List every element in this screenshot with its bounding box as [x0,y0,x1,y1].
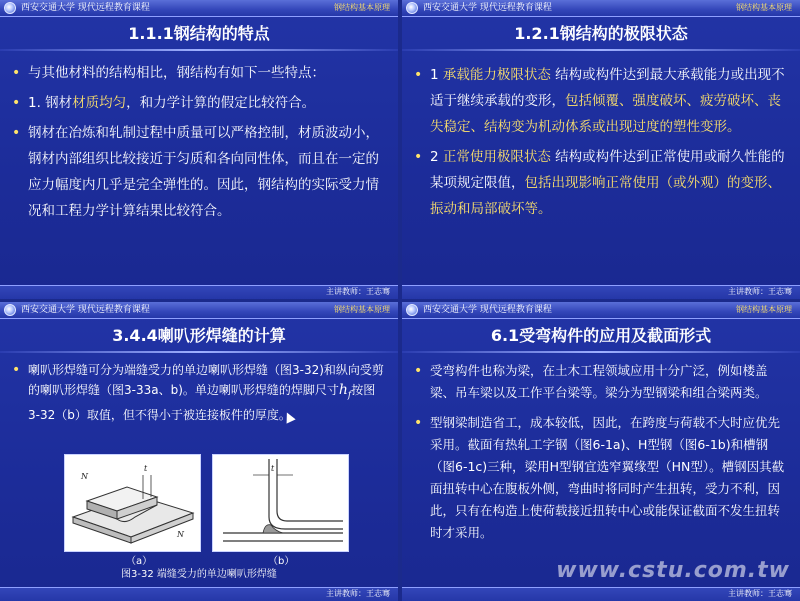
bullet-prefix: 1. 钢材 [28,95,73,111]
slide-header-bar [402,0,800,17]
bullet-text: 与其他材料的结构相比，钢结构有如下一些特点： [28,65,325,81]
bullet-item [414,62,788,140]
school-name: 西安交通大学 现代远程教育课程 [423,305,552,315]
bullet-number: 1 [430,67,443,83]
course-name: 钢结构基本原理 [334,3,390,12]
force-label-n: N [177,530,184,539]
school-name: 西安交通大学 现代远程教育课程 [21,3,150,13]
slide-title: 1.1.1钢结构的特点 [128,24,270,43]
bullet-highlight: 材质均匀 [72,95,127,111]
course-name: 钢结构基本原理 [736,305,792,314]
bullet-suffix: ，和力学计算的假定比较符合。 [126,95,316,111]
bullet-icon: • [12,125,21,141]
school-name: 西安交通大学 现代远程教育课程 [423,3,552,13]
slide-1-panel [0,0,398,299]
bullet-term: 承载能力极限状态 [442,67,551,83]
bullet-desc: 结构或构件达到正常使用或耐久性能的某项规定限值， [430,149,785,191]
slide-header-bar [0,0,398,17]
university-logo-icon [4,2,16,14]
slide-body [12,60,386,228]
teacher-name: 主讲教师：王志骞 [728,287,792,296]
slide-2-panel [402,0,800,299]
bullet-icon: • [12,65,21,81]
bullet-icon: • [414,149,423,165]
slide-body [414,360,788,548]
title-divider [0,49,398,51]
bullet-item [414,144,788,222]
bullet-icon: • [414,415,423,431]
bullet-icon: • [414,363,423,379]
slide-title: 1.2.1钢结构的极限状态 [514,24,688,43]
slide-3-panel [0,302,398,601]
figure-b [212,454,349,552]
slide-footer-bar [0,285,398,299]
weld-diagram-b-icon [213,455,348,551]
bullet-text: 受弯构件也称为梁，在土木工程领域应用十分广泛，例如楼盖梁、吊车梁以及工作平台梁等。梁分为型钢梁和组合梁两类。 [430,363,768,400]
slide-footer-bar [402,285,800,299]
force-label-n: N [81,472,88,481]
site-watermark: www.cstu.com.tw [556,558,790,583]
figure-a [64,454,201,552]
slide-footer-bar [402,587,800,601]
math-subscript: f [347,390,352,401]
bullet-item [12,120,386,224]
title-divider [402,49,800,51]
university-logo-icon [4,304,16,316]
bullet-tail: 包括出现影响正常使用（或外观）的变形、振动和局部破坏等。 [430,175,781,217]
bullet-item [414,360,788,404]
course-name: 钢结构基本原理 [334,305,390,314]
thickness-label-t: t [144,464,148,473]
university-logo-icon [406,304,418,316]
figure-caption: 图3-32 端缝受力的单边喇叭形焊缝 [121,569,277,580]
teacher-name: 主讲教师：王志骞 [326,589,390,598]
bullet-item [414,412,788,544]
math-symbol: h [338,382,348,398]
slide-header-bar [0,302,398,319]
slide-header-bar [402,302,800,319]
bullet-text: 喇叭形焊缝可分为端缝受力的单边喇叭形焊缝（图3-32)和纵向受剪的喇叭形焊缝（图3-33a、b)。单边喇叭形焊缝的焊脚尺寸 [28,363,384,397]
bullet-term: 正常使用极限状态 [442,149,551,165]
bullet-text-continued: 按图3-32（b）取值，但不得小于被连接板件的厚度。 [28,383,376,423]
bullet-text: 型钢梁制造省工，成本较低，因此，在跨度与荷载不大时应优先采用。截面有热轧工字钢（图6-1a)、H型钢（图6-1b)和槽钢（图6-1c)三种，梁用H型钢宜选窄翼缘型（HN型）。槽钢因其截面扭转中心在腹板外侧，弯曲时将同时产生扭转，受力不利，因此，只有在构造上使荷载接近扭转中心或能保证截面不发生扭转时才采用。 [430,415,785,540]
thickness-label-t: t [271,464,275,473]
bullet-text: 钢材在冶炼和轧制过程中质量可以严格控制，材质波动小，钢材内部组织比较接近于匀质和各向同性体，而且在一定的应力幅度内几乎是完全弹性的。因此，钢结构的实际受力情况和工程力学计算结果比较符合。 [28,125,379,219]
bullet-icon: • [12,362,21,378]
bullet-item [12,90,386,116]
course-name: 钢结构基本原理 [736,3,792,12]
bullet-item [12,60,386,86]
slide-title: 3.4.4喇叭形焊缝的计算 [112,326,286,345]
school-name: 西安交通大学 现代远程教育课程 [21,305,150,315]
university-logo-icon [406,2,418,14]
weld-diagram-a-icon [65,455,200,551]
title-divider [0,351,398,353]
slide-4-panel [402,302,800,601]
slide-body [12,360,386,429]
slide-body [414,62,788,226]
bullet-icon: • [414,67,423,83]
bullet-number: 2 [430,149,443,165]
bullet-desc: 结构或构件达到最大承载能力或出现不适于继续承载的变形， [430,67,785,109]
figure-a-label: （a） [126,556,153,567]
title-divider [402,351,800,353]
teacher-name: 主讲教师：王志骞 [326,287,390,296]
bullet-icon: • [12,95,21,111]
bullet-tail: 包括倾覆、强度破坏、疲劳破坏、丧失稳定、结构变为机动体系或出现过度的塑性变形。 [430,93,781,135]
bullet-item [12,360,386,425]
figure-b-label: （b） [268,556,295,567]
slide-title: 6.1受弯构件的应用及截面形式 [490,326,712,345]
slide-footer-bar [0,587,398,601]
teacher-name: 主讲教师：王志骞 [728,589,792,598]
